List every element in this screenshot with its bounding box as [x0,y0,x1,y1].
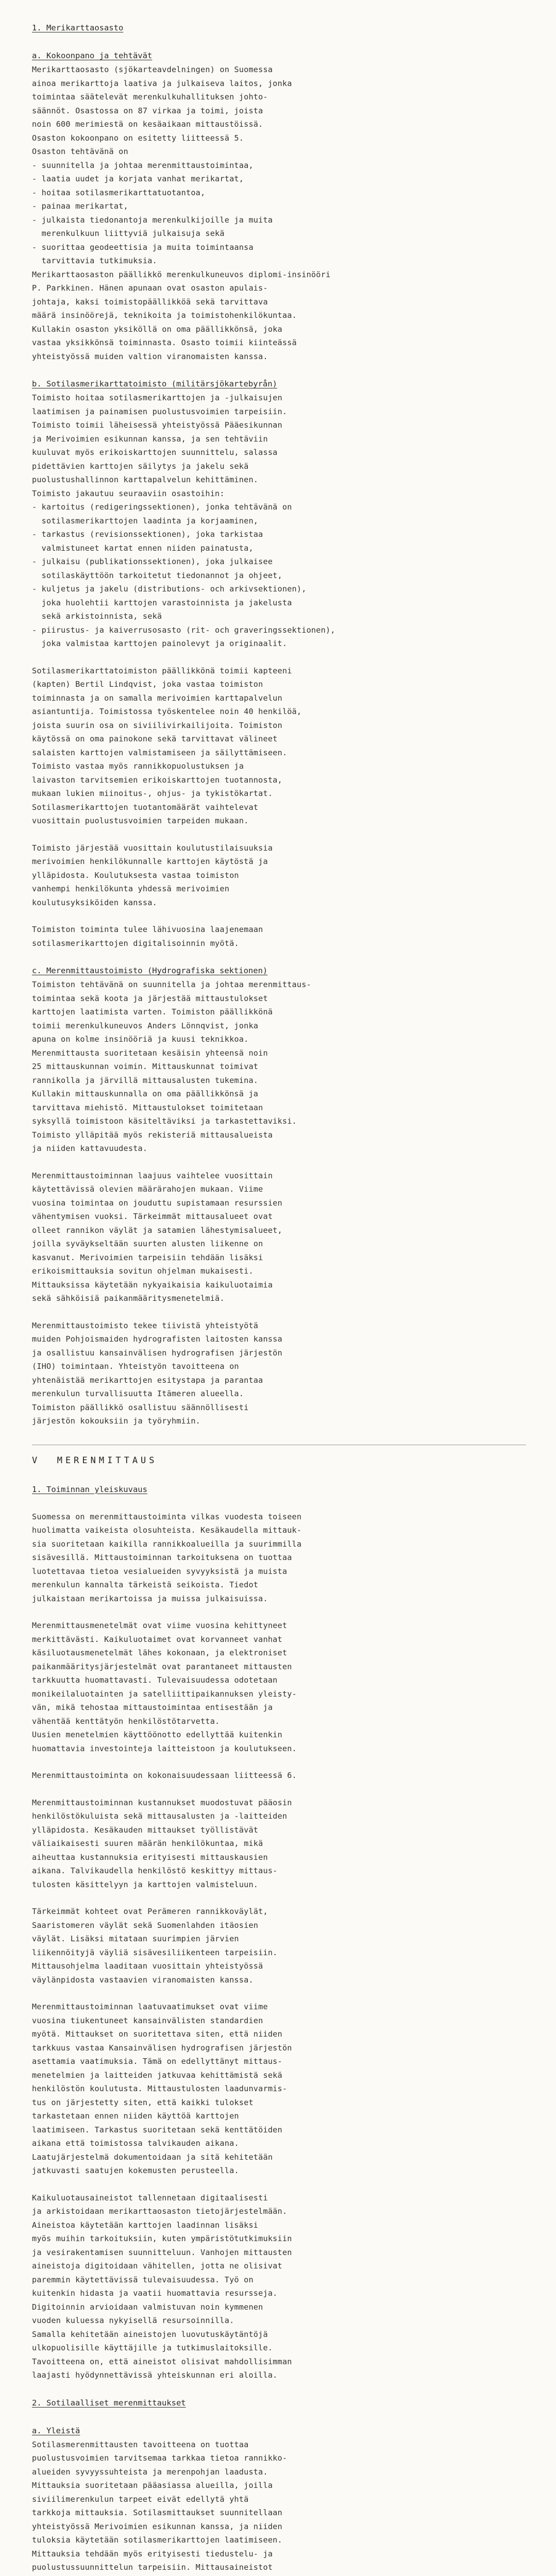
text-line: Toimisto toimii läheisessä yhteistyössä Pääesikunnan [32,420,282,430]
text-line: toimintaa säätelevät merenkulkuhallituksen johto- [32,92,268,101]
text-line: Merikarttaosaston päällikkö merenkulkuneuvos diplomi-insinööri [32,269,331,279]
text-line: Toimisto hoitaa sotilasmerikarttojen ja -julkaisujen [32,393,282,402]
text-line: laatimiseen. Tarkastus suoritetaan sekä kenttätöiden [32,2125,282,2134]
text-line: ainoa merikarttoja laativa ja julkaiseva laitos, jonka [32,78,292,88]
text-line: ja Merivoimien esikunnan kanssa, ja sen tehtäviin [32,434,268,444]
list-item: - kuljetus ja jakelu (distributions- och arkivsektionen), [32,584,307,594]
text-line: vuosittain puolustusvoimien tarpeiden mukaan. [32,816,249,825]
text-line: ja vesirakentamisen suunnitteluun. Vanhojen mittausten [32,2247,292,2257]
text-line: Aineistoa käytetään karttojen laadinnan lisäksi [32,2220,259,2230]
text-line: 25 mittauskunnan voimin. Mittauskunnat toimivat [32,1062,259,1071]
paragraph-yleiskuvaus-5 [32,1905,526,1987]
text-line: väliaikaisesti suuren määrän henkilökuntaa, mikä [32,1839,263,1848]
list-item: merenkulkuun liittyviä julkaisuja sekä [32,229,225,238]
text-line: myötä. Mittaukset on suoritettava siten, että niiden [32,2029,282,2039]
chapter-heading: V MERENMITTAUS [32,1455,158,1466]
text-line: Toimiston päällikkö osallistuu säännöllisesti [32,1402,249,1412]
text-line: huomattavia investointeja laitteistoon ja koulutukseen. [32,1743,297,1753]
text-line: Toimiston toiminta tulee lähivuosina laajenemaan [32,925,263,934]
text-line: kuuluvat myös erikoiskarttojen suunnittelu, salassa [32,448,278,457]
text-line: julkaistaan merikartoissa ja muissa julkaisuissa. [32,1594,268,1603]
text-line: toimintaa sekä koota ja järjestää mittaustulokset [32,993,268,1003]
text-line: Sotilasmerenmittausten tavoitteena on tuottaa [32,2439,249,2449]
list-item: - suunnitella ja johtaa merenmittaustoimintaa, [32,160,254,170]
text-line: huolimatta vaikeista olosuhteista. Kesäkaudella mittauk- [32,1526,302,1535]
list-item: - tarkastus (revisionssektionen), joka tarkistaa [32,530,263,539]
paragraph-yleiskuvaus-1 [32,1510,526,1606]
text-line: mukaan lukien miinoitus-, ohjus- ja tykistökartat. [32,789,273,798]
subsection-heading-sotilasmerikarttatoimisto: b. Sotilasmerikarttatoimisto (militärsjökartebyrån) [32,379,277,388]
text-line: Samalla kehitetään aineistojen luovutuskäytäntöjä [32,2329,268,2339]
text-line: aikana. Talvikaudella henkilöstö keskittyy mittaus- [32,1866,278,1875]
text-line: ylläpidosta. Koulutuksesta vastaa toimiston [32,870,239,880]
text-line: Sotilasmerikarttatoimiston päällikkönä toimii kapteeni [32,666,292,675]
text-line: olleet rannikon väylät ja satamien lähestymisalueet, [32,1225,282,1235]
text-line: vastaa yksikkönsä toiminnasta. Osasto toimii kiinteässä [32,338,297,347]
text-line: Uusien menetelmien käyttöönotto edellyttää kuitenkin [32,1730,282,1739]
text-line: Toimiston tehtävänä on suunnitella ja johtaa merenmittaus- [32,980,311,989]
text-line: kuitenkin hidasta ja vaatii huomattavia resursseja. [32,2289,278,2298]
paragraph-yleiskuvaus-3 [32,1769,526,1783]
text-line: johtaja, kaksi toimistopäällikköä sekä tarvittava [32,297,268,307]
paragraph-sotilasmerikarttatoimisto [32,391,526,950]
text-line: Osaston tehtävänä on [32,147,128,156]
text-line: ja osallistuu kansainvälisen hydrografisen järjestön [32,1348,282,1358]
text-line: Kaikuluotausaineistot tallennetaan digitaalisesti [32,2193,268,2202]
text-line: joista suurin osa on siviilivirkailijoita. Toimiston [32,720,282,730]
subsection-heading-kokoonpano: a. Kokoonpano ja tehtävät [32,51,153,60]
paragraph-yleiskuvaus-4 [32,1796,526,1892]
text-line: kasvanut. Merivoimien tarpeisiin tehdään lisäksi [32,1252,263,1262]
text-line: joilla syväykseltään suurten alusten liikenne on [32,1239,263,1248]
text-line: ylläpidosta. Kesäkauden mittaukset työllistävät [32,1825,259,1835]
text-line: vuoden kuluessa nykyisellä resursoinnilla. [32,2316,234,2325]
text-line: myös muihin tarkoituksiin, kuten ympäristötutkimuksiin [32,2234,292,2243]
text-line: käsiluotausmenetelmät lähes kokonaan, ja elektroniset [32,1648,288,1657]
list-item: valmistuneet kartat ennen niiden painatusta, [32,543,254,553]
text-line: Merenmittausmenetelmät ovat viime vuosina kehittyneet [32,1621,288,1630]
text-line: Merenmittaustoiminnan laajuus vaihtelee vuosittain [32,1171,273,1180]
text-line: jatkuvasti saatujen kokemusten perusteella. [32,2166,239,2175]
subsection-heading-merenmittaustoimisto: c. Merenmittaustoimisto (Hydrografiska sektionen) [32,966,268,975]
text-line: Kullakin osaston yksiköllä on oma päällikkönsä, joka [32,324,282,334]
text-line: tuloksia käytetään sotilasmerikarttojen laatimiseen. [32,2535,282,2545]
text-line: luotettavaa tietoa vesialueiden syvyyksistä ja muista [32,1566,288,1576]
text-line: aiheuttaa kustannuksia erityisesti mittauskausien [32,1852,268,1862]
text-line: Toimisto jakautuu seuraaviin osastoihin: [32,488,225,498]
text-line: tus on järjestetty siten, että kaikki tulokset [32,2097,254,2107]
text-line: puolustushallinnon karttapalvelun kehittäminen. [32,475,259,484]
text-line: pidettävien karttojen säilytys ja jakelu sekä [32,461,249,471]
text-line: väylänpidosta vastaavien viranomaisten kanssa. [32,1975,254,1985]
paragraph-yleiskuvaus-2 [32,1619,526,1755]
text-line: monikeilaluotainten ja satelliittipaikannuksen yleisty- [32,1689,297,1699]
text-line: asettamia vaatimuksia. Tämä on edellyttänyt mittaus- [32,2057,282,2066]
text-line: Merenmittaustoiminnan laatuvaatimukset ovat viime [32,2002,268,2011]
text-line: sia suoritetaan kaikilla rannikkoalueilla ja suurimmilla [32,1539,302,1549]
text-line: toiminnasta ja on samalla merivoimien karttapalvelun [32,693,282,703]
text-line: liikennöityjä väyliä sisävesiliikenteen tarpeisiin. [32,1947,278,1957]
list-item: - hoitaa sotilasmerikarttatuotantoa, [32,188,206,197]
text-line: henkilöstön koulutusta. Mittaustulosten laadunvarmis- [32,2084,288,2093]
text-line: syksyllä toimistoon käsiteltäviksi ja tarkastettaviksi. [32,1116,297,1126]
section-heading-toiminnan-yleiskuvaus: 1. Toiminnan yleiskuvaus [32,1484,147,1494]
text-line: henkilöstökuluista sekä mittausalusten ja -laitteiden [32,1811,288,1821]
text-line: toimii merenkulkuneuvos Anders Lönnqvist, jonka [32,1021,259,1030]
text-line: yhtenäistää merikarttojen esitystapa ja parantaa [32,1375,263,1385]
text-line: Tärkeimmät kohteet ovat Perämeren rannikkoväylät, [32,1907,268,1916]
text-line: vähentää kenttätyön henkilöstötarvetta. [32,1716,220,1726]
text-line: Suomessa on merenmittaustoiminta vilkas vuodesta toiseen [32,1512,302,1521]
text-line: paremmin käytettävissä tulevaisuudessa. Työ on [32,2275,254,2284]
text-line: Digitoinnin arvioidaan valmistuvan noin kymmenen [32,2302,263,2312]
text-line: Mittauksissa käytetään nykyaikaisia kaikuluotaimia [32,1280,273,1290]
text-line: Merenmittausta suoritetaan kesäisin yhteensä noin [32,1048,268,1058]
text-line: vän, mikä tehostaa mittaustoimintaa entisestään ja [32,1703,273,1712]
text-line: ja arkistoidaan merikarttaosaston tietojärjestelmään. [32,2207,288,2216]
text-line: väylät. Lisäksi mitataan suurimpien järvien [32,1934,239,1943]
text-line: määrä insinöörejä, teknikoita ja toimistohenkilökuntaa. [32,311,297,320]
text-line: Mittauksia suoritetaan pääasiassa alueilla, joilla [32,2481,273,2490]
text-line [32,2574,526,2576]
text-line: Mittausohjelma laaditaan vuosittain yhteistyössä [32,1961,263,1971]
text-line: noin 600 merimiestä on kesäaikaan mittaustöissä. [32,120,263,129]
section-heading-sotilaalliset: 2. Sotilaalliset merenmittaukset [32,2398,186,2408]
list-item: - julkaisu (publikationssektionen), joka julkaisee [32,557,273,566]
text-line: tarvittava miehistö. Mittaustulokset toimitetaan [32,1103,263,1112]
text-line: (IHO) toimintaan. Yhteistyön tavoitteena on [32,1362,239,1371]
text-line: rannikolla ja järvillä mittausalusten tukemina. [32,1075,259,1085]
text-line: tarkkuus vastaa Kansainvälisen hydrografisen järjestön [32,2043,292,2053]
text-line: Mittauksia tehdään myös erityisesti tiedustelu- ja [32,2549,273,2558]
text-line: aikana että toimistossa talvikauden aikana. [32,2139,239,2148]
subsection-heading-yleista: a. Yleistä [32,2426,80,2435]
section-heading-merikarttaosasto: 1. Merikarttaosasto [32,23,124,32]
text-line: vähentymisen vuoksi. Tärkeimmät mittausalueet ovat [32,1212,273,1221]
list-item: - suorittaa geodeettisia ja muita toimintaansa [32,242,254,252]
text-line: Toimisto vastaa myös rannikkopuolustuksen ja [32,761,244,771]
text-line: sisävesillä. Mittaustoiminnan tarkoituksena on tuottaa [32,1553,292,1562]
text-line: käytettävissä olevien määrärahojen mukaan. Viime [32,1184,263,1194]
text-line: paikanmääritysjärjestelmät ovat parantaneet mittausten [32,1662,292,1671]
list-item: joka valmistaa karttojen painolevyt ja originaalit. [32,639,288,648]
text-line: karttojen laatimista varten. Toimiston päällikkönä [32,1007,273,1016]
text-line: tarkkuutta huomattavasti. Tulevaisuudessa odotetaan [32,1675,278,1685]
text-line: P. Parkkinen. Hänen apunaan ovat osaston apulais- [32,283,268,293]
text-line: sekä sähköisiä paikanmääritysmenetelmiä. [32,1294,225,1303]
list-item: sekä arkistoinnista, sekä [32,612,162,621]
text-line: merenkulun turvallisuutta Itämeren alueella. [32,1389,244,1398]
paragraph-yleiskuvaus-6 [32,2000,526,2178]
text-line: laatimisen ja painamisen puolustusvoimien tarpeisiin. [32,406,288,416]
text-line: ulkopuolisille käyttäjille ja tutkimuslaitoksille. [32,2343,273,2352]
text-line: merivoimien henkilökunnalle karttojen käytöstä ja [32,857,268,866]
text-line: säännöt. Osastossa on 87 virkaa ja toimi, joista [32,106,263,115]
text-line: Sotilasmerikarttojen tuotantomäärät vaihtelevat [32,802,259,812]
text-line: muiden Pohjoismaiden hydrografisten laitosten kanssa [32,1334,282,1344]
paragraph-yleista [32,2438,526,2576]
text-line: Osaston kokoonpano on esitetty liitteessä 5. [32,133,244,143]
text-line: salaisten karttojen valmistamiseen ja säilyttämiseen. [32,748,288,757]
text-line: erikoismittauksia sovitun ohjelman mukaisesti. [32,1266,254,1276]
text-line: merkittävästi. Kaikuluotaimet ovat korvanneet vanhat [32,1634,282,1644]
text-line: apuna on kolme insinööriä ja kuusi teknikkoa. [32,1035,249,1044]
text-line: vanhempi henkilökunta yhdessä merivoimien [32,884,230,893]
text-line: laajasti hyödynnettävissä yhteiskunnan eri aloilla. [32,2370,278,2380]
text-line: aineistoja digitoidaan vähitellen, jotta ne olisivat [32,2261,282,2270]
text-line: järjestön kokouksiin ja työryhmiin. [32,1416,201,1426]
text-line: Merenmittaustoimisto tekee tiivistä yhteistyötä [32,1320,259,1330]
text-line: vuosina toimintaa on jouduttu supistamaan resurssien [32,1198,282,1208]
text-line: (kapten) Bertil Lindqvist, joka vastaa toimiston [32,680,263,689]
text-line: Toimisto järjestää vuosittain koulutustilaisuuksia [32,843,273,853]
text-line: Tavoitteena on, että aineistot olisivat mahdollisimman [32,2357,292,2366]
text-line: tulosten käsittelyyn ja karttojen valmisteluun. [32,1879,259,1889]
text-line: puolustusvoimien tarvitsemaa tarkkaa tietoa rannikko- [32,2453,288,2463]
text-line: Laatujärjestelmä dokumentoidaan ja sitä kehitetään [32,2152,273,2162]
text-line: tarkastetaan ennen niiden käyttöä karttojen [32,2111,239,2121]
text-line: yhteistyössä muiden valtion viranomaisten kanssa. [32,351,268,361]
text-line: yhteistyössä Merivoimien esikunnan kanssa, ja niiden [32,2521,282,2531]
list-item: joka huolehtii karttojen varastoinnista ja jakelusta [32,598,292,607]
text-line: Toimisto ylläpitää myös rekisteriä mittausalueista [32,1130,273,1140]
text-line: ja niiden kattavuudesta. [32,1144,148,1153]
text-line: käytössä on oma painokone sekä tarvittavat välineet [32,734,278,743]
list-item: - kartoitus (redigeringssektionen), jonka tehtävänä on [32,502,292,512]
list-item: - piirustus- ja kaiverrusosasto (rit- och graveringssektionen), [32,625,335,635]
paragraph-kokoonpano [32,63,526,363]
list-item: sotilasmerikarttojen laadinta ja korjaaminen, [32,516,259,526]
text-line: puolustussuunnittelun tarpeisiin. Mittausaineistot [32,2563,273,2572]
list-item: - julkaista tiedonantoja merenkulkijoille ja muita [32,215,273,225]
text-line: menetelmien ja laitteiden jatkuvaa kehittämistä sekä [32,2070,282,2080]
text-line: vuosina tiukentuneet kansainvälisten standardien [32,2015,263,2025]
text-line: Merenmittaustoiminta on kokonaisuudessaan liitteessä 6. [32,1771,297,1780]
text-line: asiantuntija. Toimistossa työskentelee noin 40 henkilöä, [32,707,302,716]
text-line: laivaston tarvitsemien erikoiskarttojen tuotannosta, [32,775,282,785]
text-line: Merenmittaustoiminnan kustannukset muodostuvat pääosin [32,1798,292,1807]
list-item: tarvittavia tutkimuksia. [32,256,157,265]
paragraph-merenmittaustoimisto [32,978,526,1428]
text-line: alueiden syvyyssuhteista ja merenpohjan laadusta. [32,2467,268,2477]
text-line: Kullakin mittauskunnalla on oma päällikkönsä ja [32,1089,259,1098]
list-item: - laatia uudet ja korjata vanhat merikartat, [32,174,244,183]
text-line: merenkulun kannalta tärkeistä seikoista. Tiedot [32,1580,259,1589]
text-line: siviilimerenkulun tarpeet eivät edellytä yhtä [32,2494,249,2504]
text-line: Merikarttaosasto (sjökarteavdelningen) on Suomessa [32,65,273,74]
text-line: koulutusyksiköiden kanssa. [32,897,157,907]
paragraph-yleiskuvaus-7 [32,2191,526,2382]
list-item: - painaa merikartat, [32,201,128,211]
list-item: sotilaskäyttöön tarkoitetut tiedonannot ja ohjeet, [32,570,282,580]
text-line: Saaristomeren väylät sekä Suomenlahden itäosien [32,1920,259,1930]
text-line: tarkkoja mittauksia. Sotilasmittaukset suunnitellaan [32,2508,282,2517]
text-line: sotilasmerikarttojen digitalisoinnin myötä. [32,938,239,948]
